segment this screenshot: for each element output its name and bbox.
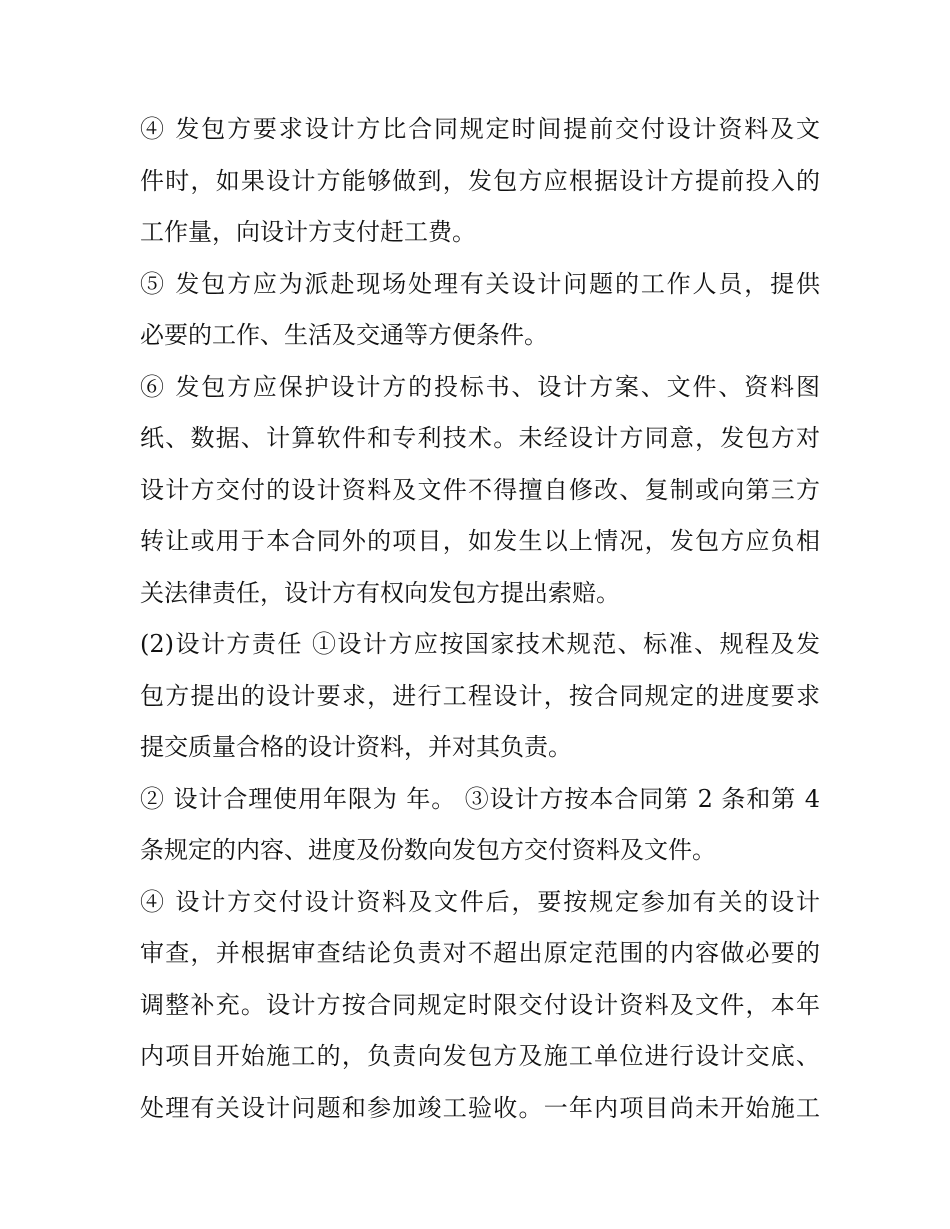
text-line: ④ 发包方要求设计方比合同规定时间提前交付设计资料及文 (140, 115, 820, 143)
text-line: ⑥ 发包方应保护设计方的投标书、设计方案、文件、资料图 (140, 372, 820, 401)
text-line: 件时，如果设计方能够做到，发包方应根据设计方提前投入的 (140, 166, 820, 195)
text-line: 关法律责任，设计方有权向发包方提出索赔。 (140, 578, 620, 607)
text-line: 条规定的内容、进度及份数向发包方交付资料及文件。 (140, 836, 716, 864)
text-line: ⑤ 发包方应为派赴现场处理有关设计问题的工作人员，提供 (140, 269, 820, 298)
text-line: 内项目开始施工的，负责向发包方及施工单位进行设计交底、 (140, 1042, 820, 1070)
text-line: ④ 设计方交付设计资料及文件后，要按规定参加有关的设计 (140, 887, 820, 916)
text-line: 工作量，向设计方支付赶工费。 (140, 218, 476, 246)
text-line: 设计方交付的设计资料及文件不得擅自修改、复制或向第三方 (140, 475, 820, 504)
text-line: 必要的工作、生活及交通等方便条件。 (140, 321, 548, 349)
text-line: ② 设计合理使用年限为 年。 ③设计方按本合同第 2 条和第 4 (140, 784, 820, 813)
text-line: 转让或用于本合同外的项目，如发生以上情况，发包方应负相 (140, 527, 820, 555)
text-line: 包方提出的设计要求，进行工程设计，按合同规定的进度要求 (140, 681, 820, 710)
text-line: 审查，并根据审查结论负责对不超出原定范围的内容做必要的 (140, 939, 820, 967)
text-line: 纸、数据、计算软件和专利技术。未经设计方同意，发包方对 (140, 424, 820, 452)
text-line: 提交质量合格的设计资料，并对其负责。 (140, 733, 572, 761)
document-body (140, 104, 820, 1134)
text-line: (2)设计方责任 ①设计方应按国家技术规范、标准、规程及发 (140, 630, 820, 658)
text-line: 调整补充。设计方按合同规定时限交付设计资料及文件，本年 (140, 990, 820, 1019)
text-line: 处理有关设计问题和参加竣工验收。一年内项目尚未开始施工 (140, 1093, 820, 1122)
